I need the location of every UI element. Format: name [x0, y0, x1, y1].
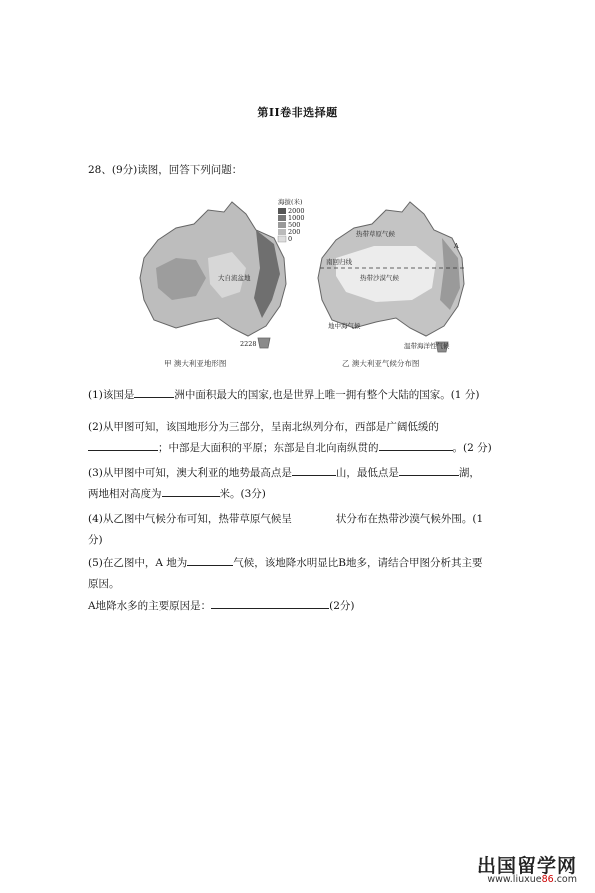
map-right-caption: 乙 澳大利亚气候分布图 [342, 359, 420, 368]
answer-blank[interactable] [162, 485, 220, 497]
q1-text-end: 洲中面积最大的国家,也是世界上唯一拥有整个大陆的国家。(1 分) [174, 389, 480, 401]
q5-text-mid: 气候，该地降水明显比B地多，请结合甲图分析其主要 [233, 557, 483, 569]
q3-text-end: 米。(3分) [219, 488, 266, 500]
question-5 [88, 553, 518, 595]
q2-text-middle: ；中部是大面积的平原；东部是自北向南纵贯的 [158, 442, 379, 454]
logo-url-highlight: 86 [541, 874, 554, 885]
map-label-basin: 大自流盆地 [218, 274, 251, 282]
map-label-desert: 热带沙漠气候 [360, 274, 399, 282]
answer-blank[interactable] [292, 464, 336, 476]
q4-text-end: 分) [88, 534, 103, 546]
map-left-terrain [140, 197, 305, 368]
answer-blank[interactable] [379, 439, 453, 451]
answer-blank[interactable] [399, 464, 459, 476]
answer-blank[interactable] [88, 439, 158, 451]
map-label-tropic: 南回归线 [326, 258, 352, 266]
answer-blank[interactable] [187, 554, 233, 566]
logo-url-prefix: www.liuxue [487, 874, 542, 885]
q5-text-end: 原因。 [88, 578, 120, 590]
australia-maps-illustration [136, 188, 476, 374]
question-3 [88, 463, 518, 505]
q5-answer-score: (2分) [329, 600, 355, 612]
map-label-oceanic: 温带海洋性气候 [404, 342, 450, 350]
maps-figure [136, 188, 476, 374]
q3-text-mid: 山，最低点是 [335, 467, 399, 479]
q1-text-start: (1)该国是 [88, 389, 135, 401]
q3-text-start: (3)从甲图中可知，澳大利亚的地势最高点是 [88, 467, 292, 479]
q4-text-start: (4)从乙图中气候分布可知，热带草原气候呈 [88, 513, 292, 525]
q2-text-start: (2)从甲图可知，该国地形分为三部分，呈南北纵列分布，西部是广阔低缓的 [88, 421, 439, 433]
question-intro: 28、(9分)读图，回答下列问题： [88, 164, 243, 176]
question-1 [88, 385, 518, 406]
map-right-climate [318, 202, 466, 368]
legend-title: 海拔(米) [278, 198, 303, 206]
q3-text-height: 两地相对高度为 [88, 488, 162, 500]
question-5-answer [88, 596, 518, 617]
legend-value: 200 [288, 228, 301, 236]
q4-text-mid: 状分布在热带沙漠气候外围。(1 [335, 513, 484, 525]
logo-title: 出国留学网 [476, 855, 577, 877]
q2-text-end: 。(2 分) [452, 442, 492, 454]
map-label-savanna: 热带草原气候 [356, 230, 395, 238]
q5-text-start: (5)在乙图中，A 地为 [88, 557, 188, 569]
map-label-point-a: A [454, 242, 459, 250]
map-label-elevation: 2228 [240, 340, 257, 348]
answer-blank[interactable] [211, 597, 329, 609]
section-title: 第II卷非选择题 [257, 106, 338, 119]
q5-answer-label: A地降水多的主要原因是： [88, 600, 212, 612]
map-label-mediterranean: 地中海气候 [328, 322, 361, 330]
map-left-caption: 甲 澳大利亚地形图 [164, 359, 227, 368]
legend-value: 2000 [288, 207, 305, 215]
logo-url-suffix: .com [553, 874, 577, 885]
logo-url [487, 874, 577, 885]
site-logo [437, 851, 577, 885]
answer-blank[interactable] [134, 386, 174, 398]
q3-text-lake: 湖， [458, 467, 480, 479]
legend-value: 500 [288, 221, 301, 229]
legend-value: 1000 [288, 214, 305, 222]
question-2 [88, 417, 518, 459]
question-4 [88, 509, 518, 551]
legend-value: 0 [288, 235, 293, 243]
